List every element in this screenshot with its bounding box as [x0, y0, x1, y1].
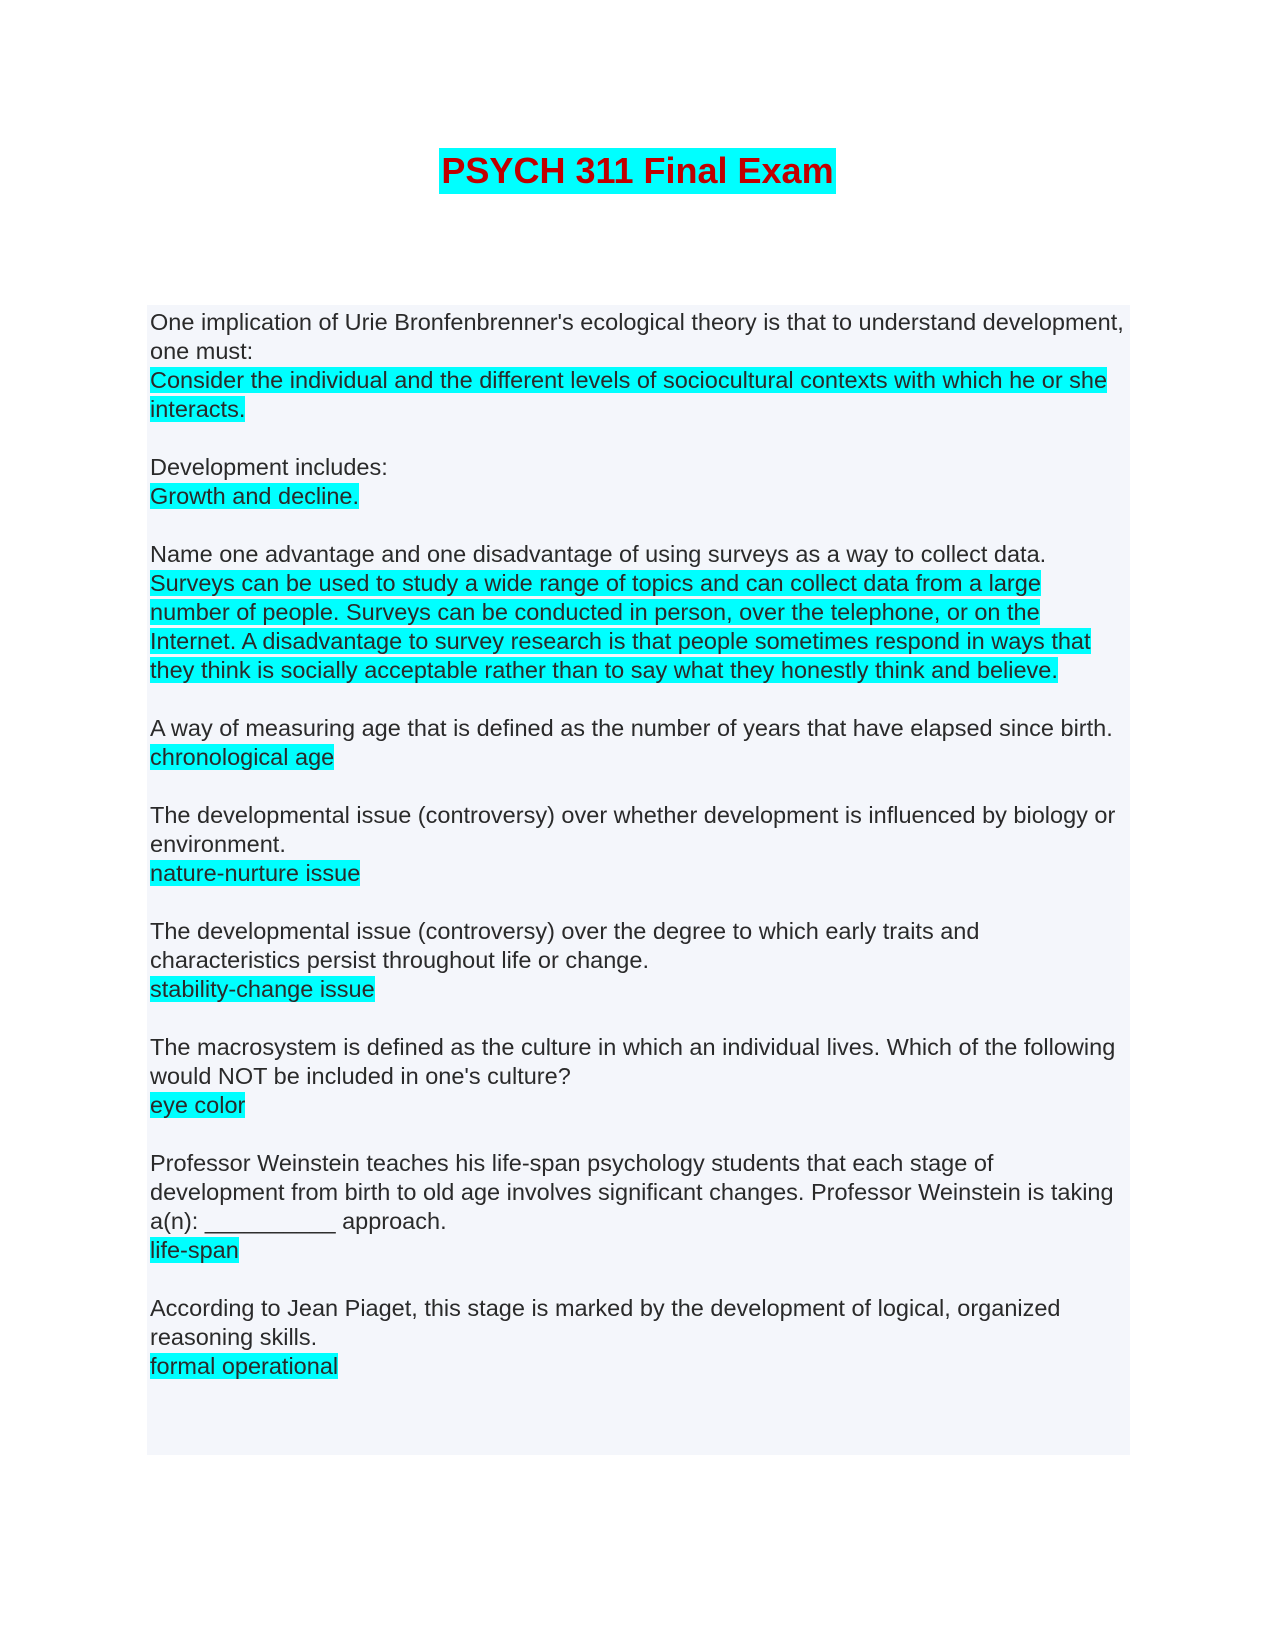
qa-item [150, 308, 1125, 424]
question-text: Professor Weinstein teaches his life-span psychology students that each stage of development from birth to old age involves significant changes. Professor Weinstein is taking a(n): __________ approach. [150, 1150, 1114, 1234]
answer-text [150, 1091, 1125, 1120]
answer-text [150, 1236, 1125, 1265]
answer-text [150, 743, 1125, 772]
question-text: The developmental issue (controversy) over whether development is influenced by biology or environment. [150, 802, 1116, 857]
question-text: A way of measuring age that is defined as the number of years that have elapsed since birth. [150, 715, 1113, 741]
qa-item [150, 714, 1125, 772]
answer-highlight: life-span [150, 1237, 239, 1263]
answer-text [150, 859, 1125, 888]
answer-highlight: stability-change issue [150, 976, 375, 1002]
answer-highlight: Consider the individual and the different levels of sociocultural contexts with which he or she interacts. [150, 367, 1108, 422]
question-text: According to Jean Piaget, this stage is marked by the development of logical, organized reasoning skills. [150, 1295, 1061, 1350]
answer-highlight: chronological age [150, 744, 335, 770]
question-text: Name one advantage and one disadvantage of using surveys as a way to collect data. [150, 541, 1047, 567]
qa-item [150, 540, 1125, 685]
question-text: The developmental issue (controversy) over the degree to which early traits and characteristics persist throughout life or change. [150, 918, 980, 973]
question-text: Development includes: [150, 454, 388, 480]
qa-item [150, 917, 1125, 1004]
qa-item [150, 801, 1125, 888]
qa-panel [147, 305, 1130, 1455]
answer-text [150, 975, 1125, 1004]
answer-highlight: nature-nurture issue [150, 860, 361, 886]
answer-highlight: Growth and decline. [150, 483, 360, 509]
qa-list [150, 308, 1125, 1410]
question-text: One implication of Urie Bronfenbrenner's ecological theory is that to understand development, one must: [150, 309, 1124, 364]
answer-text [150, 482, 1125, 511]
answer-text [150, 1352, 1125, 1381]
answer-highlight: formal operational [150, 1353, 339, 1379]
page-title-container [0, 148, 1275, 194]
qa-item [150, 1149, 1125, 1265]
answer-highlight: Surveys can be used to study a wide range of topics and can collect data from a large number of people. Surveys can be conducted in person, over the telephone, or on the Internet. A disadvantage to survey research is that people sometimes respond in ways that they think is socially acceptable rather than to say what they honestly think and believe. [150, 570, 1091, 683]
answer-highlight: eye color [150, 1092, 246, 1118]
answer-text [150, 569, 1125, 685]
page-title: PSYCH 311 Final Exam [439, 148, 835, 194]
qa-item [150, 1294, 1125, 1381]
question-text: The macrosystem is defined as the culture in which an individual lives. Which of the following would NOT be included in one's culture? [150, 1034, 1116, 1089]
answer-text [150, 366, 1125, 424]
qa-item [150, 1033, 1125, 1120]
qa-item [150, 453, 1125, 511]
